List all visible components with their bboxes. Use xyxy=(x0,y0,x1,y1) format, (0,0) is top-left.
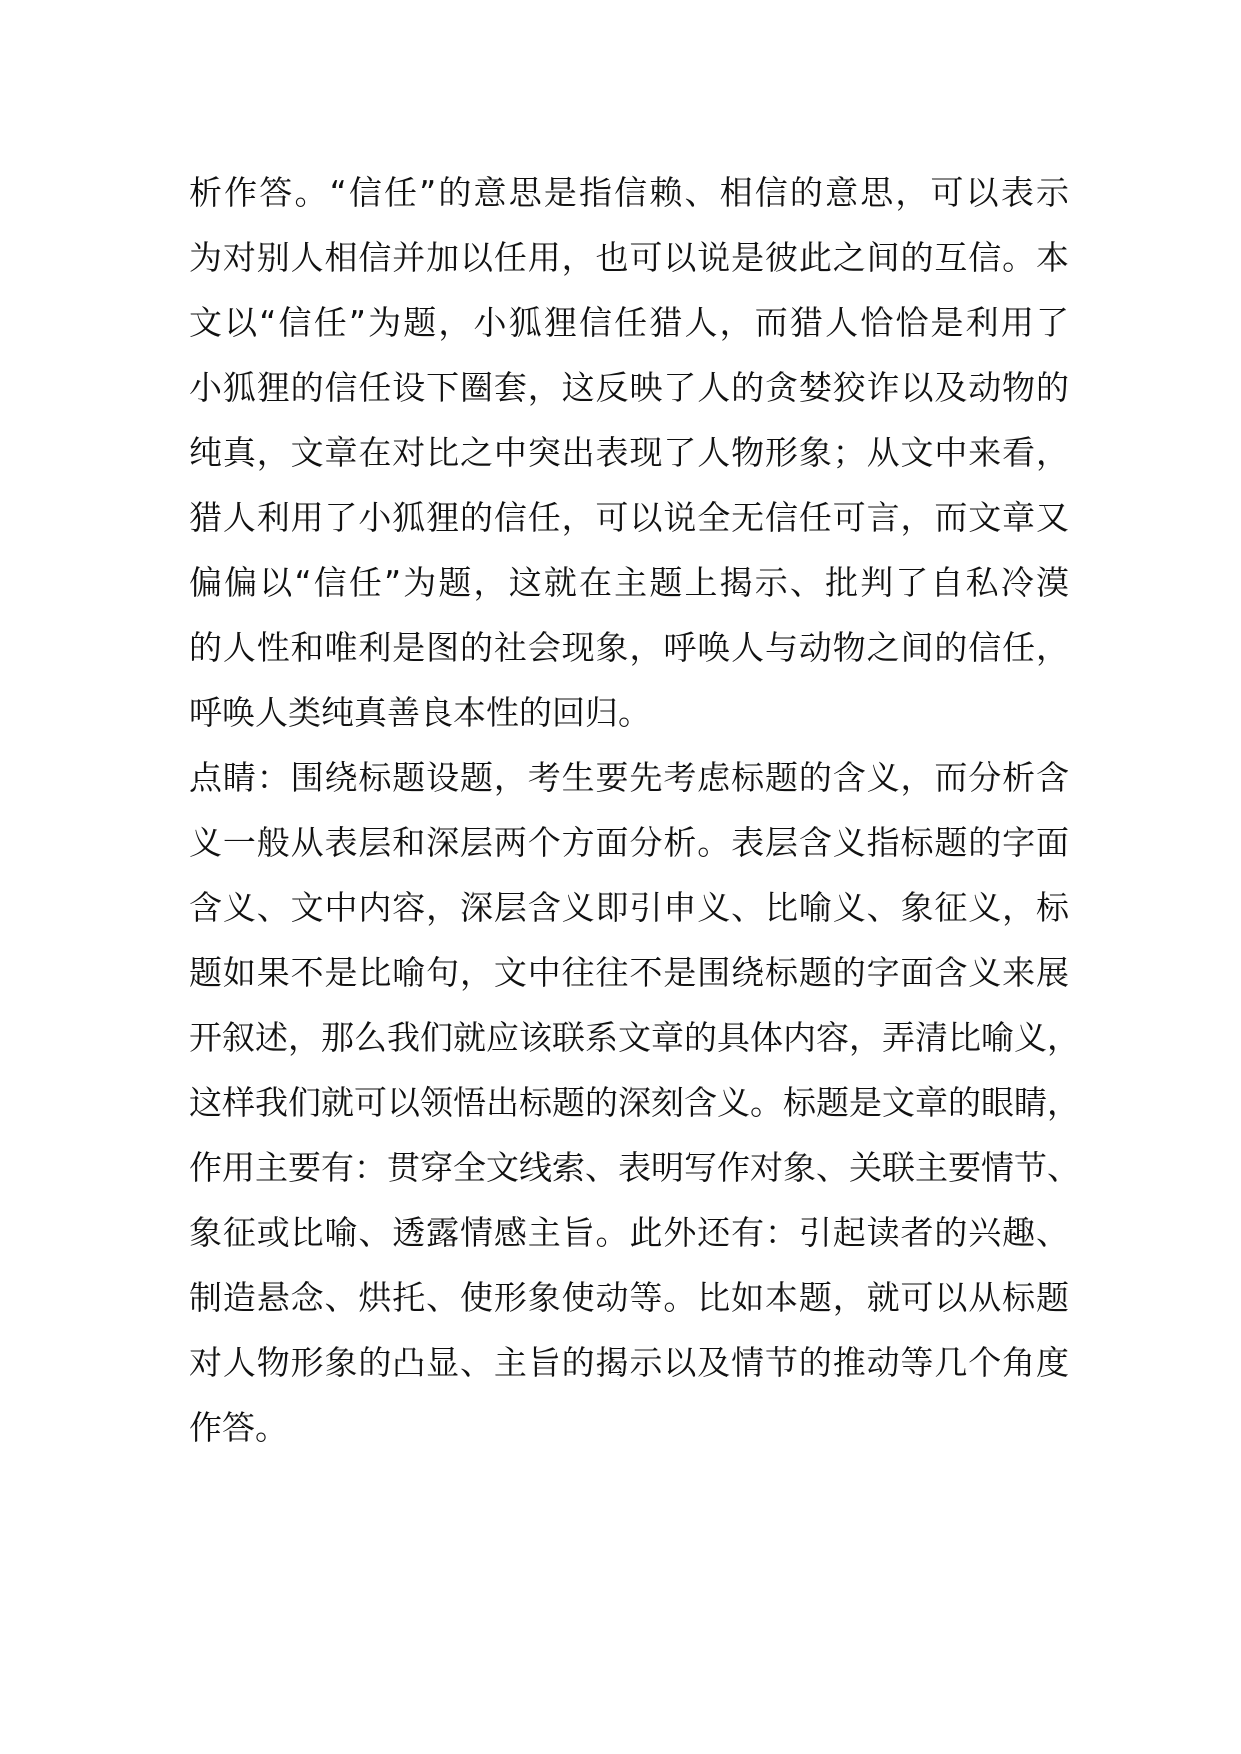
text-line: 含义、文中内容，深层含义即引申义、比喻义、象征义，标 xyxy=(189,888,1069,927)
text-line: 为对别人相信并加以任用，也可以说是彼此之间的互信。本 xyxy=(189,238,1069,277)
answer-analysis-text xyxy=(189,160,1080,1460)
text-line: 小狐狸的信任设下圈套，这反映了人的贪婪狡诈以及动物的 xyxy=(189,368,1069,407)
text-line: 纯真，文章在对比之中突出表现了人物形象；从文中来看， xyxy=(189,433,1069,472)
text-line: 制造悬念、烘托、使形象使动等。比如本题，就可以从标题 xyxy=(189,1278,1069,1317)
text-line: 义一般从表层和深层两个方面分析。表层含义指标题的字面 xyxy=(189,823,1069,862)
text-line: 象征或比喻、透露情感主旨。此外还有：引起读者的兴趣、 xyxy=(189,1213,1069,1252)
text-line: 作答。 xyxy=(189,1408,288,1447)
text-line: 文以“信任”为题，小狐狸信任猎人，而猎人恰恰是利用了 xyxy=(189,303,1069,342)
text-line: 题如果不是比喻句，文中往往不是围绕标题的字面含义来展 xyxy=(189,953,1069,992)
text-line: 的人性和唯利是图的社会现象，呼唤人与动物之间的信任， xyxy=(189,628,1069,667)
text-line: 析作答。“信任”的意思是指信赖、相信的意思，可以表示 xyxy=(189,173,1069,212)
text-line: 猎人利用了小狐狸的信任，可以说全无信任可言，而文章又 xyxy=(189,498,1069,537)
text-line: 点睛：围绕标题设题，考生要先考虑标题的含义，而分析含 xyxy=(189,758,1069,797)
text-line: 这样我们就可以领悟出标题的深刻含义。标题是文章的眼睛， xyxy=(189,1083,1080,1122)
text-line: 作用主要有：贯穿全文线索、表明写作对象、关联主要情节、 xyxy=(189,1148,1080,1187)
text-line: 偏偏以“信任”为题，这就在主题上揭示、批判了自私冷漠 xyxy=(189,563,1069,602)
text-line: 开叙述，那么我们就应该联系文章的具体内容，弄清比喻义， xyxy=(189,1018,1080,1057)
text-line: 呼唤人类纯真善良本性的回归。 xyxy=(189,693,651,732)
text-line: 对人物形象的凸显、主旨的揭示以及情节的推动等几个角度 xyxy=(189,1343,1069,1382)
